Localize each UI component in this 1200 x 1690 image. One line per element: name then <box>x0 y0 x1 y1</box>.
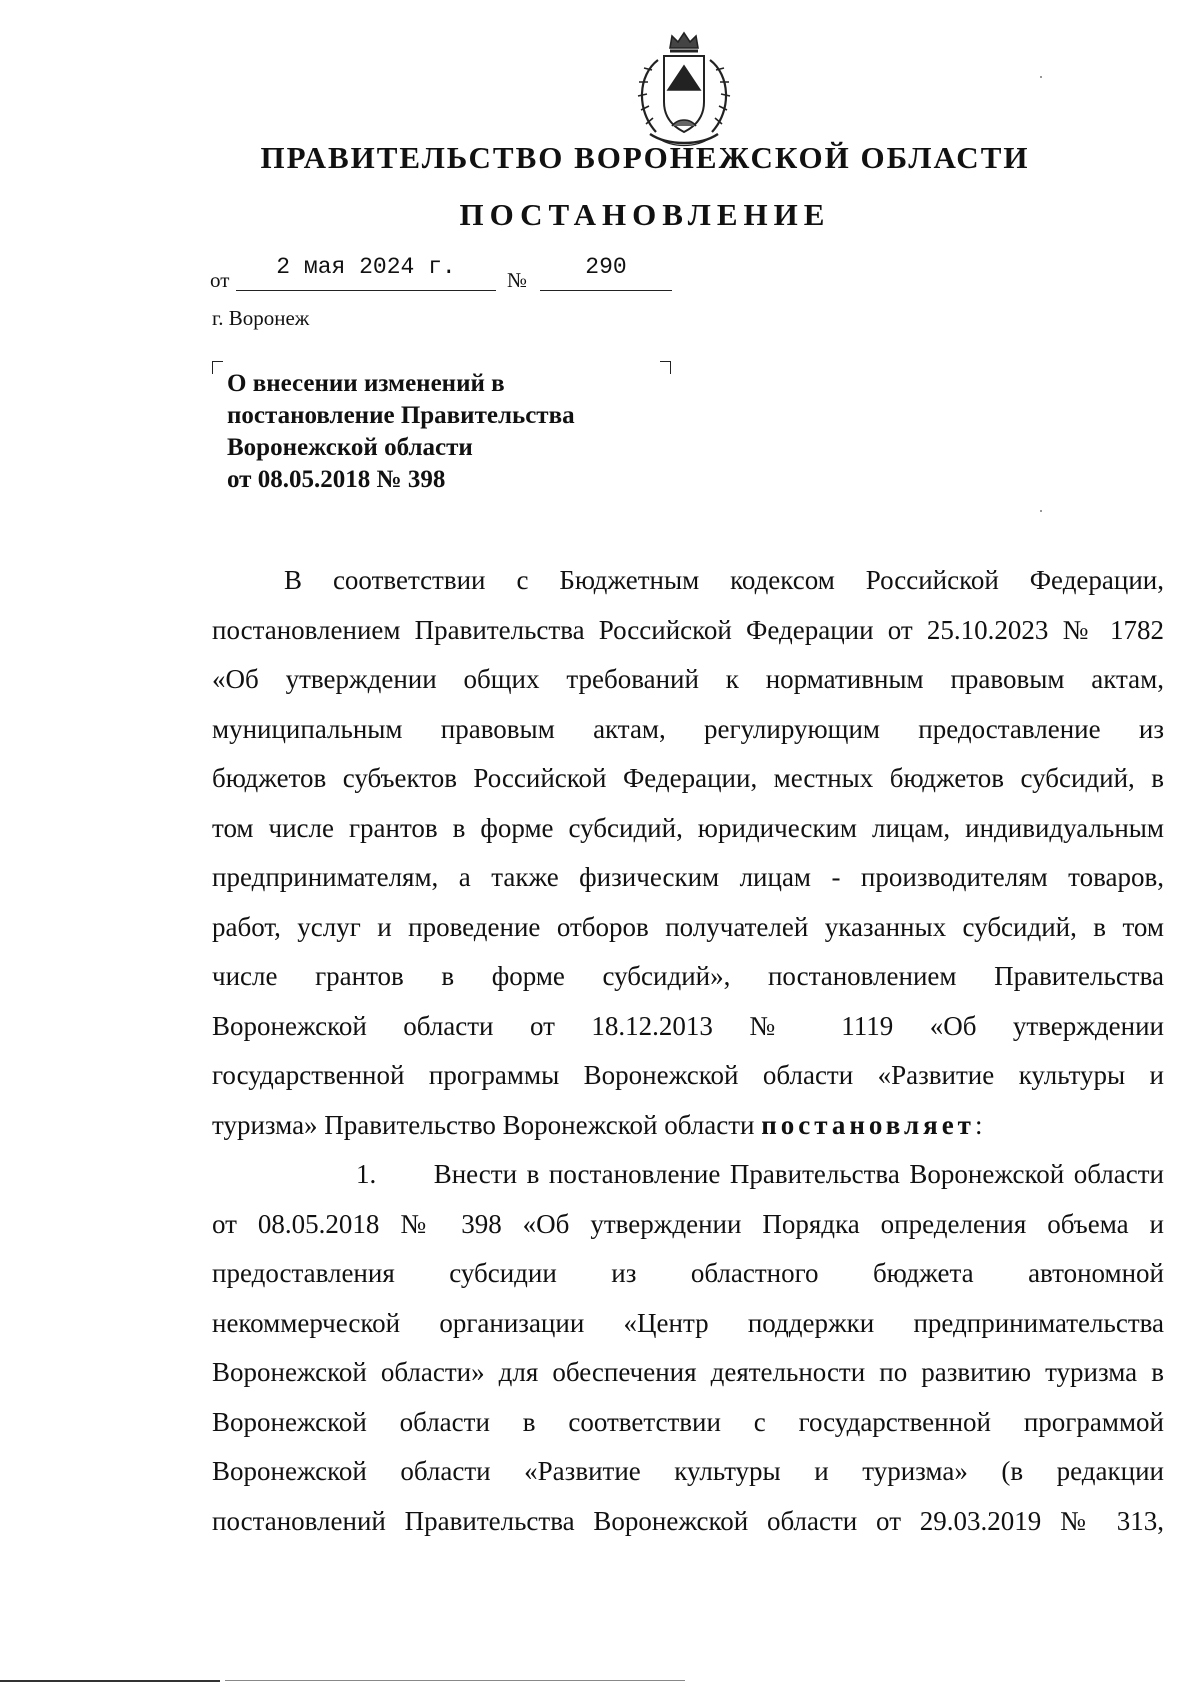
body-line: предпринимателям, а также физическим лицам - производителям товаров, <box>212 862 1164 892</box>
document-body <box>212 556 1164 1546</box>
body-line: бюджетов субъектов Российской Федерации, местных бюджетов субсидий, в <box>212 763 1164 793</box>
organization-title: ПРАВИТЕЛЬСТВО ВОРОНЕЖСКОЙ ОБЛАСТИ <box>260 140 1030 175</box>
body-line: муниципальным правовым актам, регулирующим предоставление из <box>212 713 1164 744</box>
item-1-text: Внести в постановление Правительства Воронежской области <box>433 1159 1164 1189</box>
body-line: числе грантов в форме субсидий», постановлением Правительства <box>212 961 1164 991</box>
document-date: 2 мая 2024 г. <box>276 254 456 280</box>
subject-corner-mark-left <box>212 361 223 374</box>
footer-rule-thin <box>225 1680 685 1681</box>
coat-of-arms-emblem <box>628 30 740 150</box>
document-number: 290 <box>585 254 627 280</box>
item-1-line: постановлений Правительства Воронежской области от 29.03.2019 № 313, <box>212 1505 1164 1536</box>
decree-word: постановляет <box>761 1109 975 1140</box>
item-1-number: 1. <box>356 1159 377 1189</box>
body-line-decree <box>212 1101 1164 1151</box>
subject-line: от 08.05.2018 № 398 <box>227 466 446 493</box>
item-1-line: некоммерческой организации «Центр поддержки предпринимательства <box>212 1307 1164 1338</box>
item-1-line: от 08.05.2018 № 398 «Об утверждении Порядка определения объема и <box>212 1208 1164 1239</box>
item-1-line <box>212 1150 1164 1200</box>
scan-speck <box>1040 76 1042 78</box>
document-subject <box>227 368 667 496</box>
scan-speck <box>1040 510 1042 512</box>
document-type-heading: ПОСТАНОВЛЕНИЕ <box>459 197 831 232</box>
body-line: Воронежской области от 18.12.2013 № 1119 «Об утверждении <box>212 1010 1164 1041</box>
body-line: государственной программы Воронежской области «Развитие культуры и <box>212 1060 1164 1090</box>
body-line: «Об утверждении общих требований к нормативным правовым актам, <box>212 664 1164 694</box>
subject-line: Воронежской области <box>227 434 473 461</box>
body-line: работ, услуг и проведение отборов получателей указанных субсидий, в том <box>212 911 1164 942</box>
body-line: том числе грантов в форме субсидий, юридическим лицам, индивидуальным <box>212 812 1164 843</box>
date-label: от <box>210 268 230 292</box>
item-1-line: Воронежской области «Развитие культуры и туризма» (в редакции <box>212 1456 1164 1486</box>
body-line-text: туризма» Правительство Воронежской области <box>212 1109 755 1140</box>
city-name: г. Воронеж <box>212 306 310 330</box>
number-underline <box>540 290 672 291</box>
body-line: В соответствии с Бюджетным кодексом Российской Федерации, <box>284 565 1164 595</box>
item-1-line: Воронежской области в соответствии с государственной программой <box>212 1406 1164 1437</box>
subject-line: О внесении изменений в <box>227 370 505 397</box>
number-label: № <box>507 268 528 292</box>
subject-line: постановление Правительства <box>227 402 575 429</box>
decree-colon: : <box>974 1109 983 1140</box>
item-1-line: предоставления субсидии из областного бюджета автономной <box>212 1258 1164 1288</box>
body-line: постановлением Правительства Российской Федерации от 25.10.2023 № 1782 <box>212 614 1164 645</box>
item-1-line: Воронежской области» для обеспечения деятельности по развитию туризма в <box>212 1357 1164 1387</box>
date-underline <box>236 290 496 291</box>
footer-rule <box>0 1680 220 1682</box>
